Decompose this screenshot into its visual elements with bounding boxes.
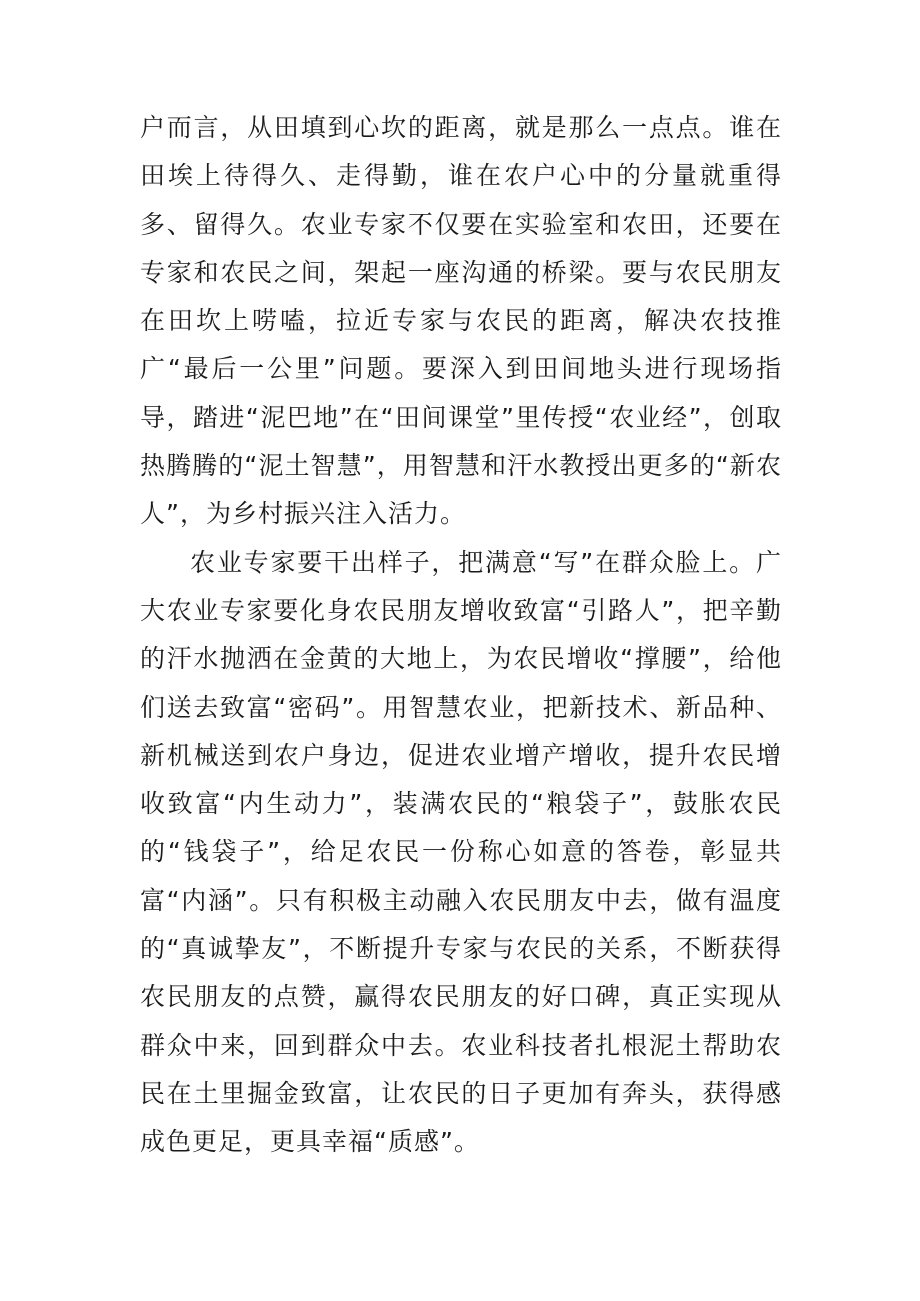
document-body	[140, 104, 782, 1167]
paragraph-agricultural-experts: 农业专家要干出样子，把满意“写”在群众脸上。广大农业专家要化身农民朋友增收致富“引路人”，把辛勤的汗水抛洒在金黄的大地上，为农民增收“撑腰”，给他们送去致富“密码”。用智慧农业，把新技术、新品种、新机械送到农户身边，促进农业增产增收，提升农民增收致富“内生动力”，装满农民的“粮袋子”，鼓胀农民的“钱袋子”，给足农民一份称心如意的答卷，彰显共富“内涵”。只有积极主动融入农民朋友中去，做有温度的“真诚挚友”，不断提升专家与农民的关系，不断获得农民朋友的点赞，赢得农民朋友的好口碑，真正实现从群众中来，回到群众中去。农业科技者扎根泥土帮助农民在土里掘金致富，让农民的日子更加有奔头，获得感成色更足，更具幸福“质感”。	[140, 547, 782, 1157]
paragraph-continued: 户而言，从田填到心坎的距离，就是那么一点点。谁在田埃上待得久、走得勤，谁在农户心中的分量就重得多、留得久。农业专家不仅要在实验室和农田，还要在专家和农民之间，架起一座沟通的桥梁。要与农民朋友在田坎上唠嗑，拉近专家与农民的距离，解决农技推广“最后一公里”问题。要深入到田间地头进行现场指导，踏进“泥巴地”在“田间课堂”里传授“农业经”，创取热腾腾的“泥土智慧”，用智慧和汗水教授出更多的“新农人”，为乡村振兴注入活力。	[140, 113, 782, 529]
